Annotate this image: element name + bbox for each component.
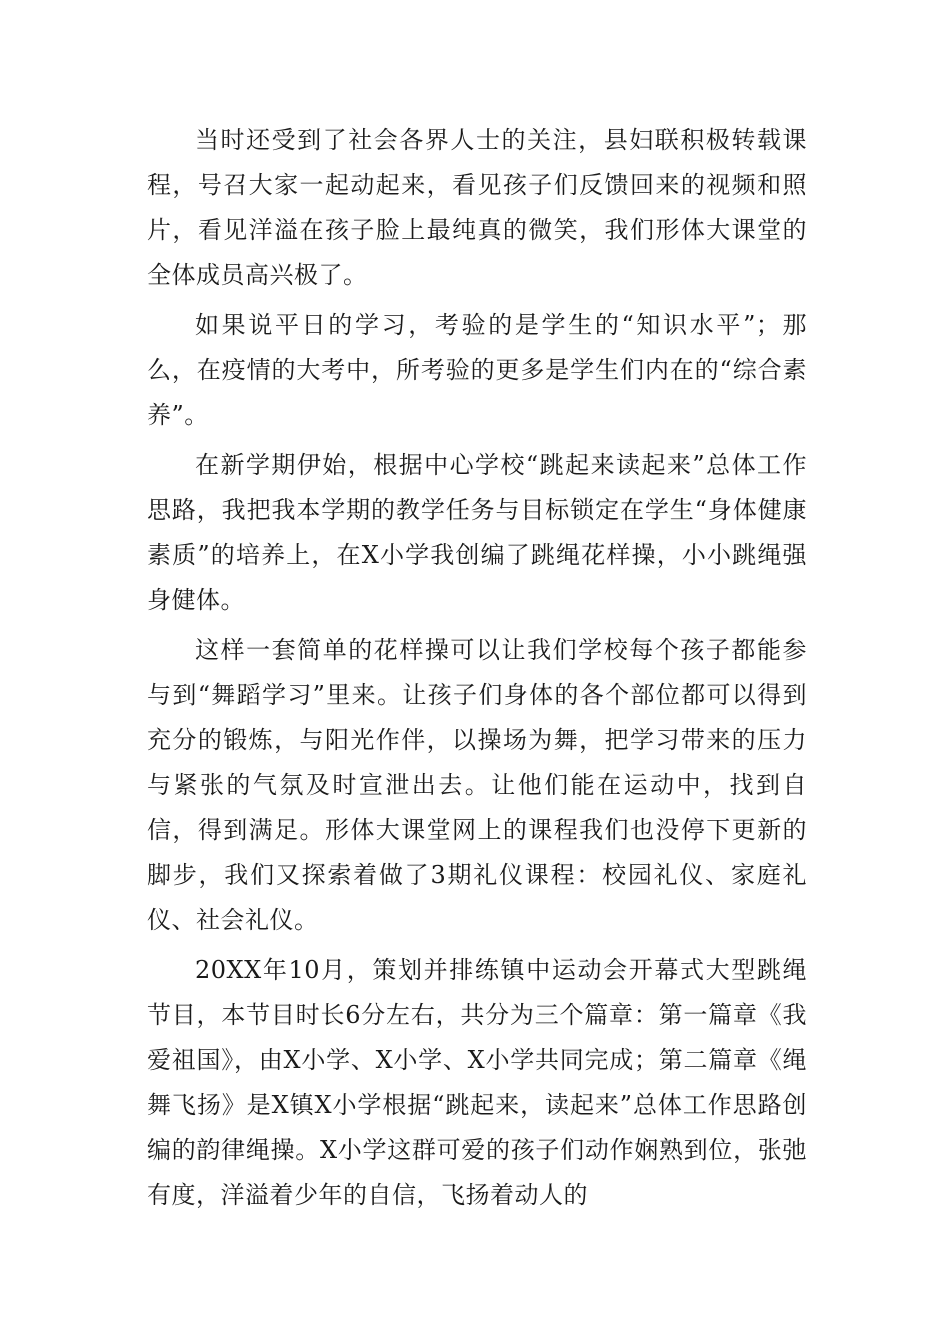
paragraph-4: 这样一套简单的花样操可以让我们学校每个孩子都能参与到“舞蹈学习”里来。让孩子们身体的各个部位都可以得到充分的锻炼，与阳光作伴，以操场为舞，把学习带来的压力与紧张的气氛及时宣泄出去。让他们能在运动中，找到自信，得到满足。形体大课堂网上的课程我们也没停下更新的脚步，我们又探索着做了3期礼仪课程：校园礼仪、家庭礼仪、社会礼仪。	[147, 636, 807, 934]
paragraph-1: 当时还受到了社会各界人士的关注，县妇联积极转载课程，号召大家一起动起来，看见孩子们反馈回来的视频和照片，看见洋溢在孩子脸上最纯真的微笑，我们形体大课堂的全体成员高兴极了。	[147, 126, 807, 289]
paragraph-2: 如果说平日的学习，考验的是学生的“知识水平”；那么，在疫情的大考中，所考验的更多是学生们内在的“综合素养”。	[147, 311, 807, 429]
document-body	[147, 118, 807, 1223]
paragraph-3: 在新学期伊始，根据中心学校“跳起来读起来”总体工作思路，我把我本学期的教学任务与目标锁定在学生“身体健康素质”的培养上，在X小学我创编了跳绳花样操，小小跳绳强身健体。	[147, 451, 807, 614]
paragraph-5: 20XX年10月，策划并排练镇中运动会开幕式大型跳绳节目，本节目时长6分左右，共分为三个篇章：第一篇章《我爱祖国》，由X小学、X小学、X小学共同完成；第二篇章《绳舞飞扬》是X镇X小学根据“跳起来，读起来”总体工作思路创编的韵律绳操。X小学这群可爱的孩子们动作娴熟到位，张弛有度，洋溢着少年的自信，飞扬着动人的	[147, 956, 807, 1209]
